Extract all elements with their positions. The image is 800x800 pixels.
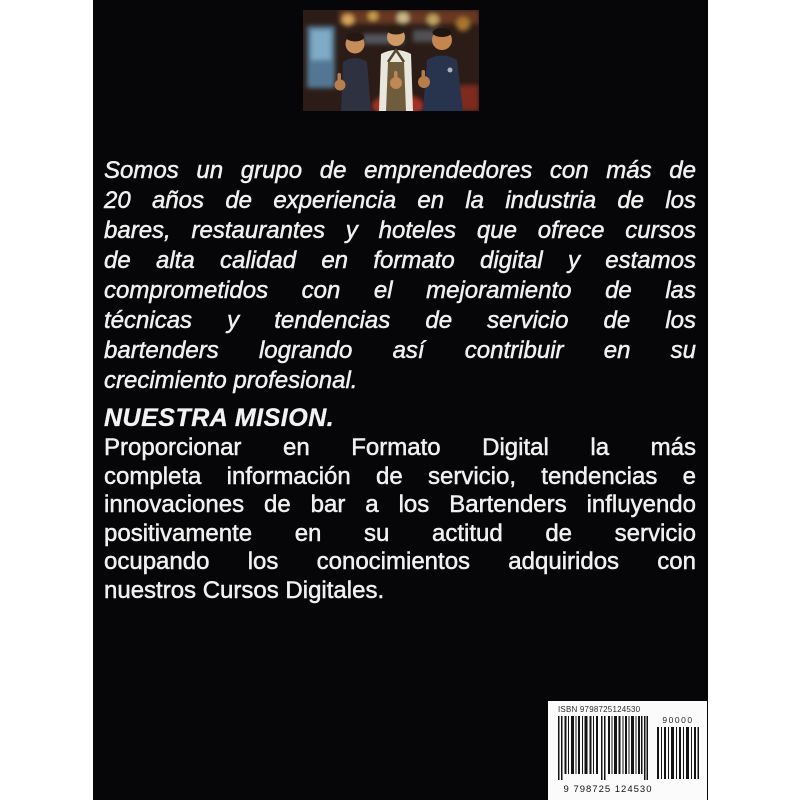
about-line: técnicas y tendencias de servicio de los xyxy=(104,307,696,334)
bartenders-photo-illustration xyxy=(303,10,479,111)
supplement-code: 90000 xyxy=(662,715,694,725)
about-line: de alta calidad en formato digital y estamos xyxy=(104,247,696,274)
about-line: Somos un grupo de emprendedores con más de xyxy=(104,157,696,184)
about-line: comprometidos con el mejoramiento de las xyxy=(104,277,696,304)
about-paragraph xyxy=(104,156,696,396)
mission-line: completa información de servicio, tendencias e xyxy=(104,462,696,490)
about-line: bares, restaurantes y hoteles que ofrece cursos xyxy=(104,217,696,244)
isbn-label: ISBN 9798725124530 xyxy=(558,705,641,714)
barcode-digits: 9 798725 124530 xyxy=(563,784,653,795)
mission-line: ocupando los conocimientos adquiridos con xyxy=(104,548,696,575)
mission-paragraph xyxy=(104,434,696,605)
about-line: crecimiento profesional. xyxy=(104,367,358,394)
cover-photo xyxy=(303,10,479,111)
about-line: 20 años de experiencia en la industria de los xyxy=(104,187,696,214)
thumbs-up-right xyxy=(418,76,430,88)
thumbs-up-middle xyxy=(390,77,402,89)
barcode-box xyxy=(548,701,707,800)
mission-line: positivamente en su actitud de servicio xyxy=(104,519,696,547)
thumbs-up-left xyxy=(335,80,346,91)
about-line: bartenders logrando así contribuir en su xyxy=(104,337,696,364)
book-back-cover xyxy=(93,0,708,800)
mission-heading: NUESTRA MISION. xyxy=(104,404,335,432)
barcode-supplement xyxy=(656,715,700,779)
supplement-barcode-icon xyxy=(657,727,699,779)
ean13-barcode-icon xyxy=(558,716,648,780)
mission-line: innovaciones de bar a los Bartenders influyendo xyxy=(104,491,696,518)
mission-line: nuestros Cursos Digitales. xyxy=(104,576,385,604)
mission-line: Proporcionar en Formato Digital la más xyxy=(104,434,696,461)
